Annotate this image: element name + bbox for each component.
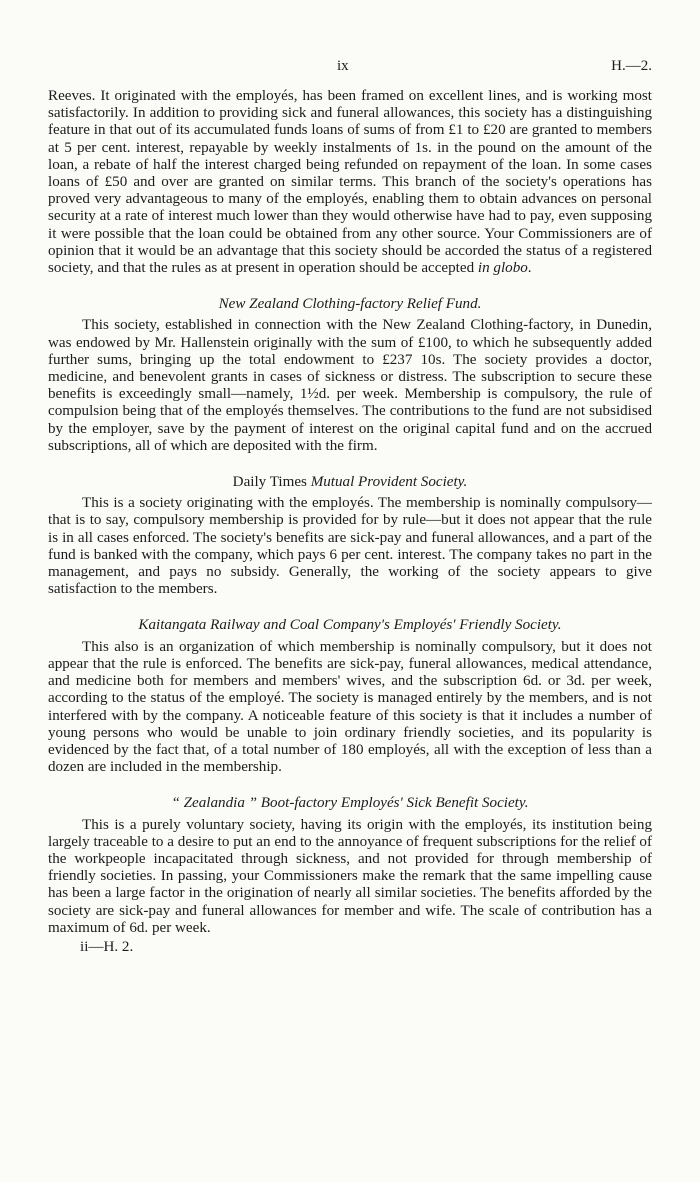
section-heading-prefix: Daily Times — [232, 474, 311, 491]
section-heading-daily-times — [48, 474, 652, 491]
section-heading-clothing-factory — [48, 296, 652, 313]
intro-italic-phrase: in globo — [477, 260, 528, 277]
section-heading-zealandia — [48, 795, 652, 812]
section-paragraph-zealandia: This is a purely voluntary society, having its origin with the employés, its institution being largely traceable to a desire to put an end to the annoyance of frequent subscriptions for the relief of the workpeople incapacitated through sickness, and not provided for through membership of friendly societies. In passing, your Commissioners make the remark that the same impelling cause has been a large factor in the origination of nearly all similar societies. The benefits afforded by the society are sick-pay and funeral allowances for member and wife. The scale of contribution has a maximum of 6d. per week. — [48, 816, 652, 936]
section-heading-title: Mutual Provident Society. — [310, 474, 468, 491]
page-footer-signature: ii—H. 2. — [80, 938, 134, 955]
intro-end: . — [527, 260, 532, 277]
intro-text: Reeves. It originated with the employés, has been framed on excellent lines, and is working most satisfactorily. In addition to providing sick and funeral allowances, this society has a distinguishing feature in that out of its accumulated funds loans of sums of from £1 to £20 are granted to members at 5 per cent. interest, repayable by weekly instalments of 1s. in the pound on the amount of the loan, a rebate of half the interest charged being refunded on repayment of the loan. In some cases loans of £50 and over are granted on similar terms. This branch of the society's operations has proved very advantageous to many of the employés, enabling them to obtain advances on personal security at a rate of interest much lower than they would otherwise have had to pay, even supposing it were possible that the loan could be obtained from any other source. Your Commissioners are of opinion that it would be an advantage that this society should be accorded the status of a registered society, and that the rules as at present in operation should be accepted — [48, 88, 652, 277]
section-heading-kaitangata — [48, 617, 652, 634]
section-paragraph-kaitangata: This also is an organization of which membership is nominally compulsory, but it does not appear that the rule is enforced. The benefits are sick-pay, funeral allowances, medical attendance, and medicine both for members and members' wives, and the subscription 6d. or 3d. per week, according to the status of the employé. The society is managed entirely by the members, and is not interfered with by the company. A noticeable feature of this society is that it includes a number of young persons who would be unable to join ordinary friendly societies, and its popularity is evidenced by the fact that, of a total number of 180 employés, all with the exception of less than a dozen are included in the membership. — [48, 638, 652, 776]
section-paragraph-daily-times: This is a society originating with the employés. The membership is nominally compulsory—that is to say, compulsory membership is provided for by rule—but it does not appear that the rule is in all cases enforced. The society's benefits are sick-pay and funeral allowances, and a part of the fund is banked with the company, which pays 6 per cent. interest. The company takes no part in the management, and pays no subsidy. Generally, the working of the society appears to give satisfaction to the members. — [48, 495, 652, 598]
page-header — [0, 58, 700, 80]
page-body — [48, 88, 652, 956]
section-heading-title: “ Zealandia ” Boot-factory Employés' Sick Benefit Society. — [171, 795, 529, 812]
section-heading-title: Kaitangata Railway and Coal Company's Employés' Friendly Society. — [138, 617, 562, 634]
section-paragraph-clothing-factory: This society, established in connection with the New Zealand Clothing-factory, in Dunedin, was endowed by Mr. Hallenstein originally with the sum of £100, to which he subsequently added further sums, bringing up the total endowment to £237 10s. The society provides a doctor, medicine, and benevolent grants in cases of sickness or distress. The subscription to secure these benefits is exceedingly small—namely, 1½d. per week. Membership is compulsory, the rule of compulsion being that of the employés themselves. The contributions to the fund are not subsidised by the employer, save by the payment of interest on the original capital fund and on the accrued subscriptions, all of which are deposited with the firm. — [48, 317, 652, 454]
page-number: ix — [337, 58, 349, 74]
document-reference: H.—2. — [611, 58, 652, 74]
intro-paragraph — [48, 88, 652, 277]
section-heading-title: New Zealand Clothing-factory Relief Fund. — [218, 296, 482, 313]
